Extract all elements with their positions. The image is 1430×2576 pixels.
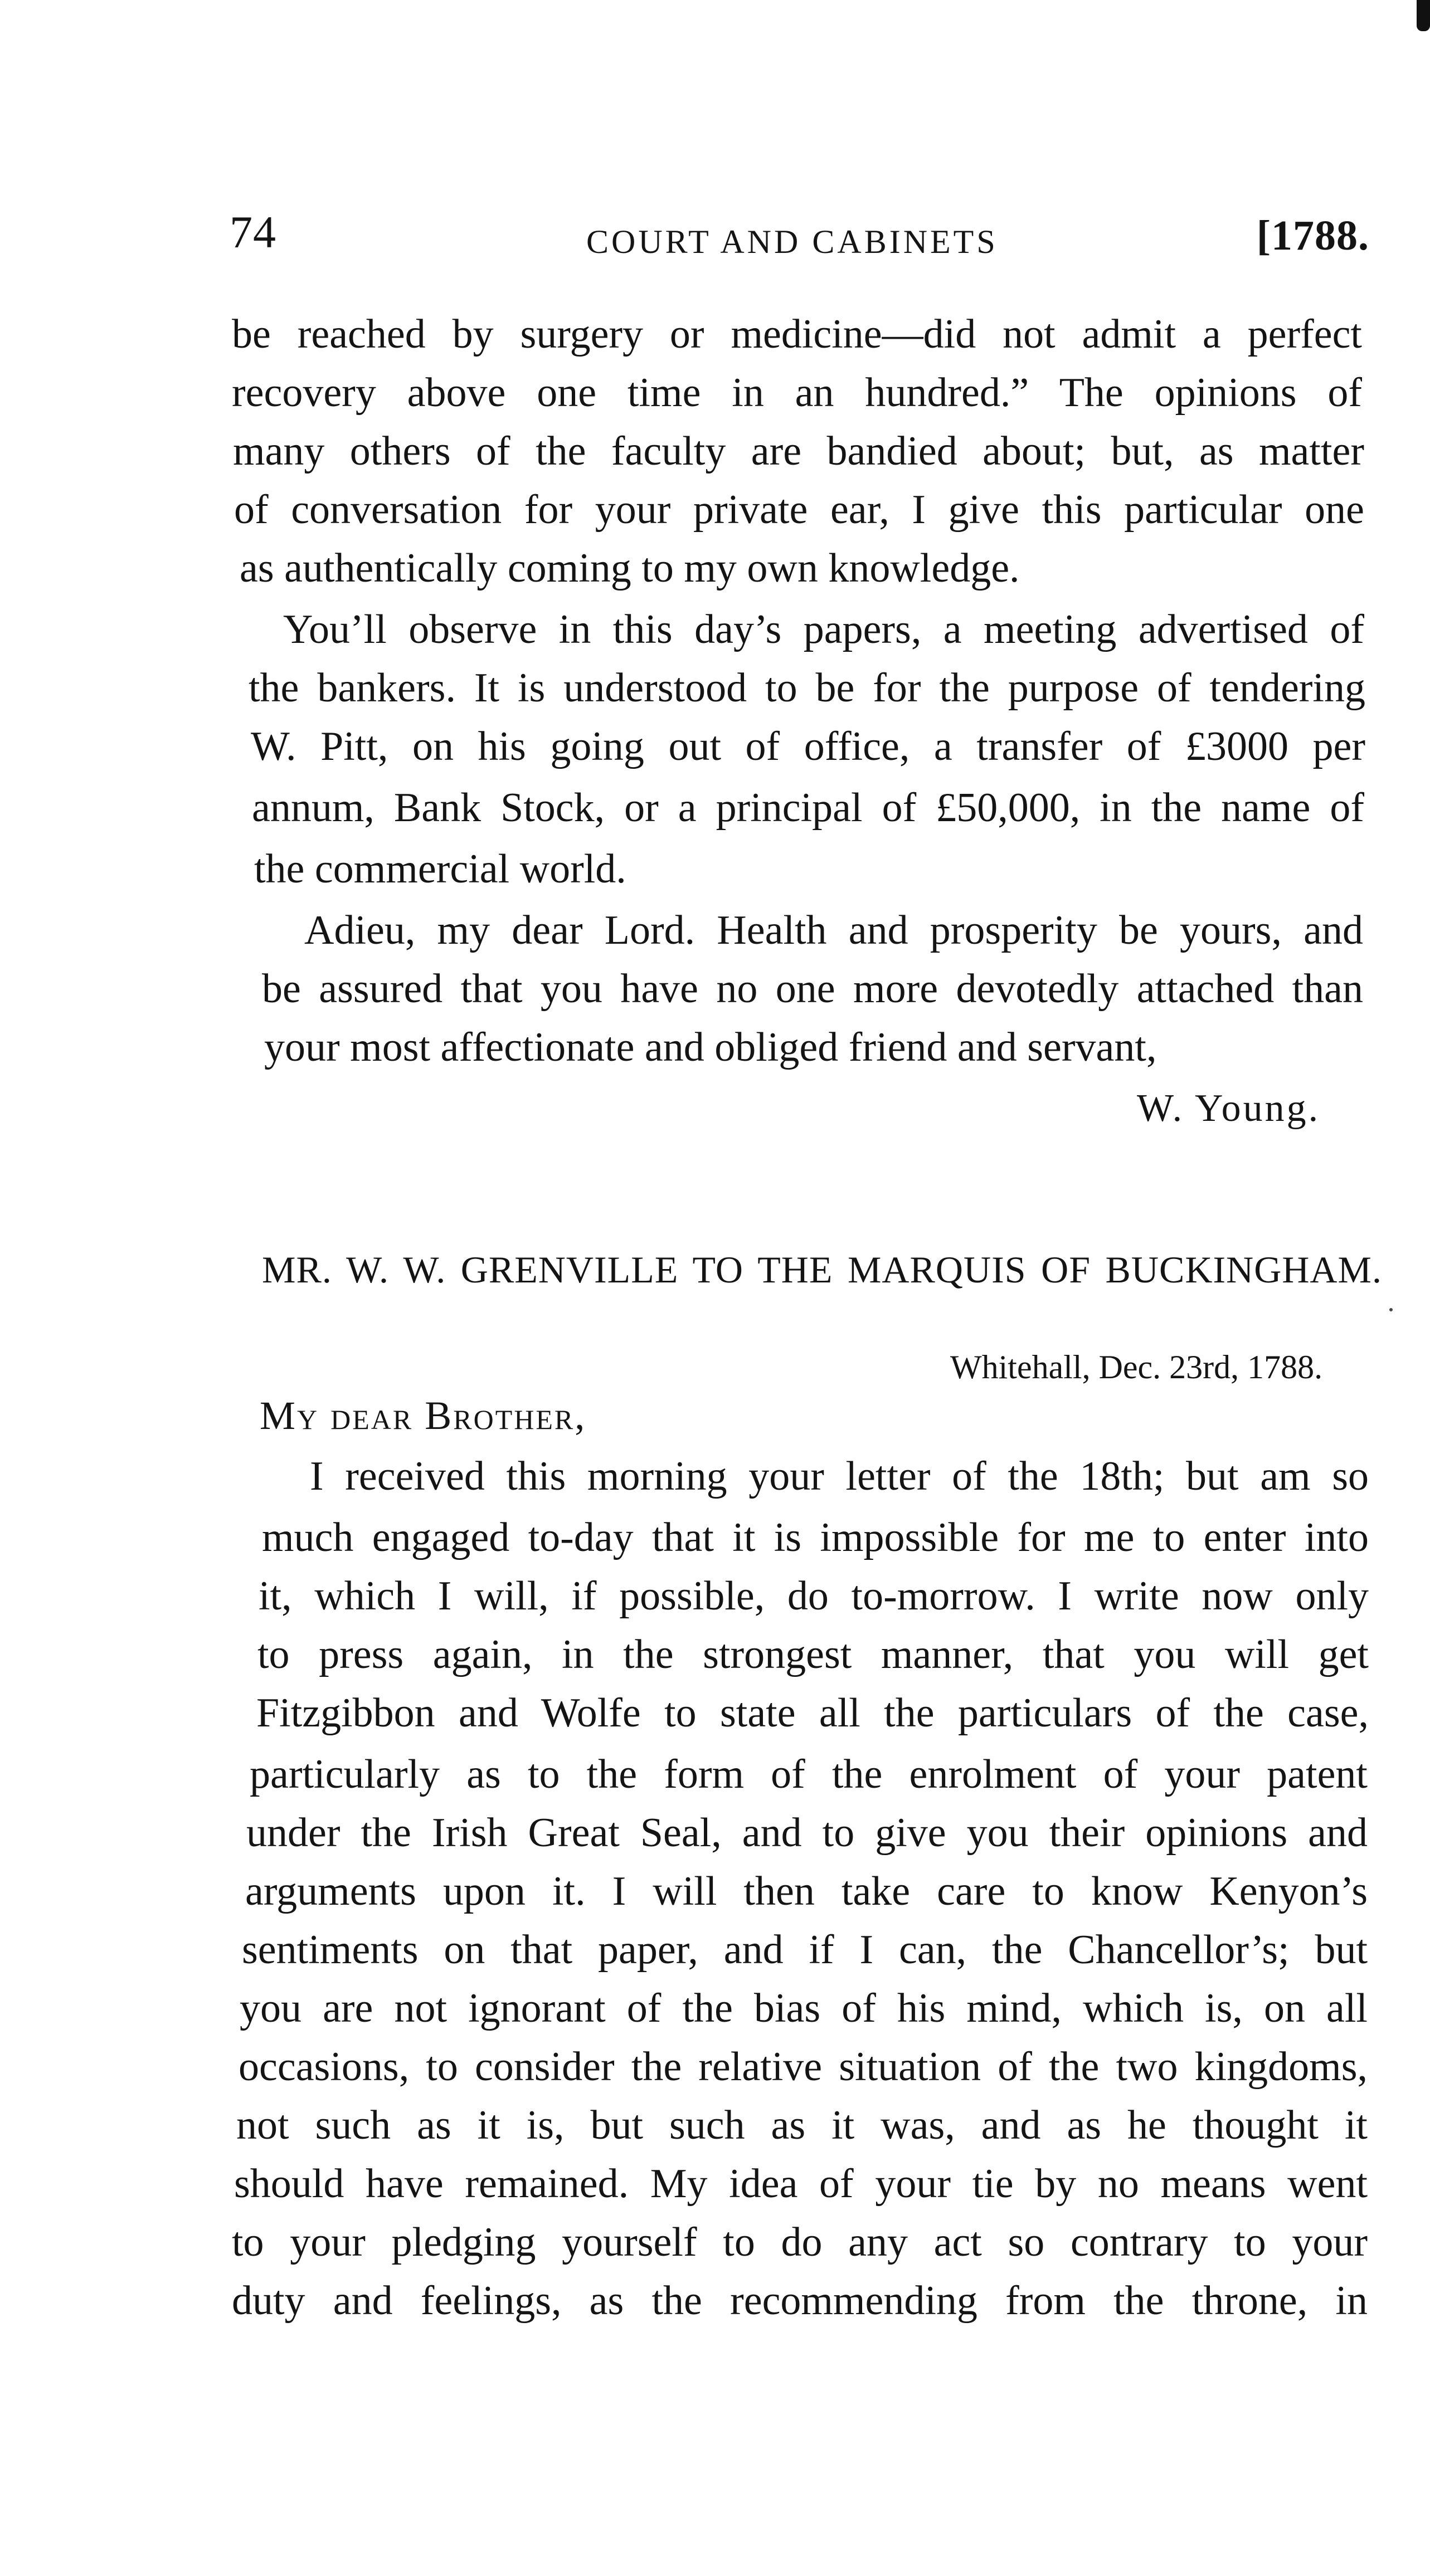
body-line: Adieu, my dear Lord. Health and prosperity be yours, and (304, 908, 1363, 953)
body-line: to your pledging yourself to do any act so contrary to your (232, 2219, 1368, 2265)
body-line: be reached by surgery or medicine—did not admit a perfect (232, 311, 1362, 357)
page-number: 74 (230, 207, 276, 257)
body-line: recovery above one time in an hundred.” The opinions of (232, 370, 1362, 416)
body-line: it, which I will, if possible, do to-morrow. I write now only (259, 1573, 1369, 1619)
body-line: be assured that you have no one more devotedly attached than (262, 966, 1363, 1012)
body-line: to press again, in the strongest manner, that you will get (257, 1632, 1369, 1677)
body-line: not such as it is, but such as it was, and as he thought it (236, 2102, 1368, 2148)
body-line: under the Irish Great Seal, and to give you their opinions and (246, 1810, 1368, 1856)
body-line: annum, Bank Stock, or a principal of £50,000, in the name of (252, 785, 1364, 831)
body-line: W. Pitt, on his going out of office, a transfer of £3000 per (251, 724, 1365, 769)
salutation: My dear Brother, (260, 1393, 587, 1438)
body-line: occasions, to consider the relative situation of the two kingdoms, (239, 2044, 1368, 2090)
body-line: you are not ignorant of the bias of his mind, which is, on all (240, 1985, 1368, 2031)
body-line: as authentically coming to my own knowledge. (240, 545, 1020, 591)
body-line: your most affectionate and obliged friend and servant, (264, 1024, 1157, 1070)
running-title: COURT AND CABINETS (586, 223, 998, 260)
page-edge-mark (1417, 0, 1430, 31)
letter-title: MR. W. W. GRENVILLE TO THE MARQUIS OF BUCKINGHAM. (262, 1248, 1382, 1291)
body-line: sentiments on that paper, and if I can, the Chancellor’s; but (242, 1927, 1368, 1973)
signature: W. Young. (1137, 1087, 1321, 1130)
ink-speck (1389, 1308, 1393, 1311)
body-line: particularly as to the form of the enrolment of your patent (250, 1752, 1368, 1797)
dateline: Whitehall, Dec. 23rd, 1788. (950, 1349, 1323, 1385)
body-line: Fitzgibbon and Wolfe to state all the particulars of the case, (256, 1690, 1369, 1736)
body-line: the bankers. It is understood to be for the purpose of tendering (249, 665, 1365, 711)
body-line: the commercial world. (254, 846, 626, 892)
body-line: of conversation for your private ear, I give this particular one (234, 487, 1364, 533)
body-line: duty and feelings, as the recommending from the throne, in (232, 2278, 1368, 2324)
page-header (230, 206, 1369, 273)
body-line: arguments upon it. I will then take care to know Kenyon’s (245, 1868, 1368, 1914)
header-year: [1788. (1256, 212, 1369, 259)
body-line: should have remained. My idea of your tie by no means went (234, 2161, 1368, 2207)
body-line: You’ll observe in this day’s papers, a meeting advertised of (283, 607, 1364, 652)
body-line: I received this morning your letter of the 18th; but am so (310, 1453, 1369, 1499)
body-line: much engaged to-day that it is impossible for me to enter into (262, 1515, 1369, 1560)
body-line: many others of the faculty are bandied about; but, as matter (233, 428, 1364, 474)
